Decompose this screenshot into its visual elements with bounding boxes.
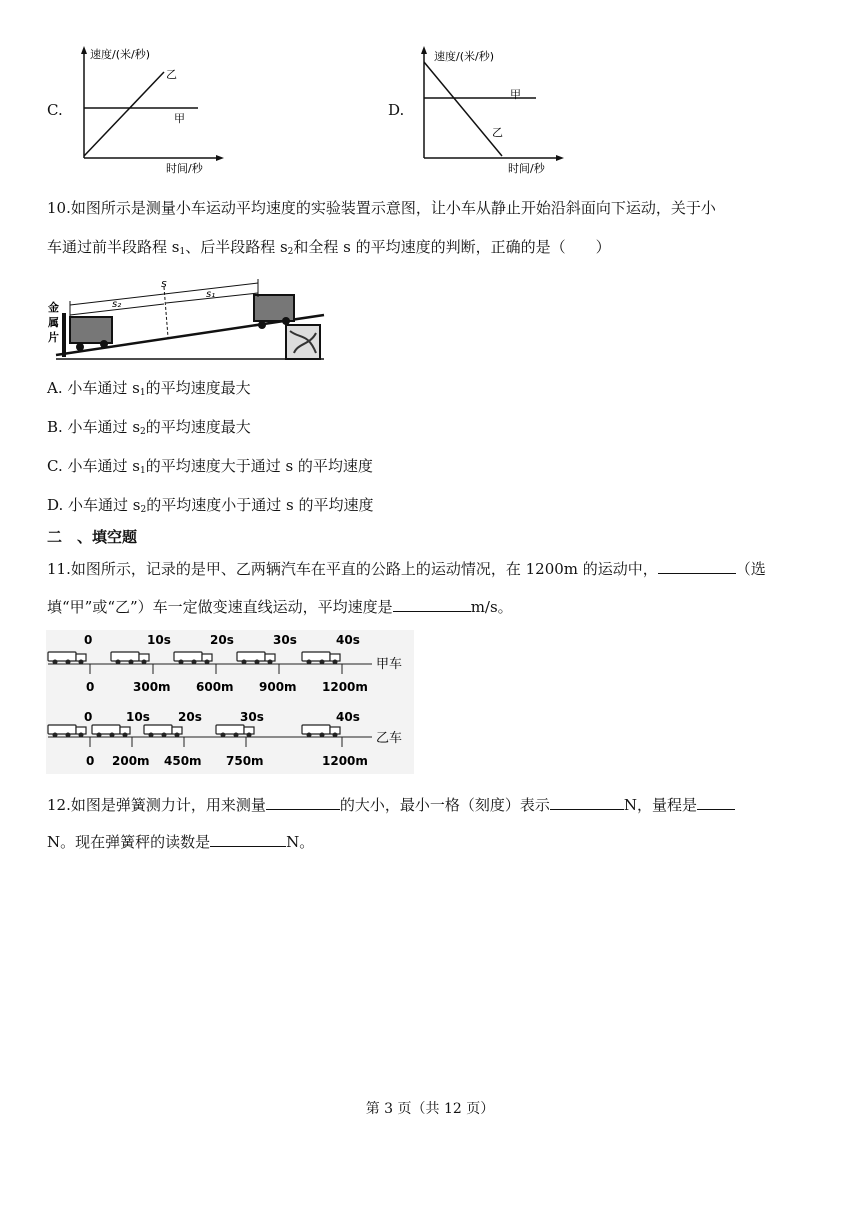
q11-cars-figure [46, 630, 414, 774]
car_jia-car-0 [48, 652, 76, 661]
q12-text-line1: 12.如图是弹簧测力计，用来测量 的大小，最小一格（刻度）表示 N，量程是 [47, 794, 735, 815]
car_yi-time-1: 10s [126, 710, 150, 724]
car_jia-car-2 [174, 652, 202, 661]
car_jia-distance-3: 900m [259, 680, 297, 694]
q11-text-line1: 11.如图所示，记录的是甲、乙两辆汽车在平直的公路上的运动情况，在 1200m 的运动中， （选 [47, 560, 766, 578]
car_jia-car-2-wheel-3 [205, 660, 210, 665]
metal-label-3: 片 [48, 331, 59, 344]
car_yi-time-2: 20s [178, 710, 202, 724]
d-x-arrow [556, 155, 564, 161]
car_jia-car-1-wheel-3 [142, 660, 147, 665]
metal-label-2: 属 [48, 316, 59, 329]
car_yi-car-1-wheel-1 [97, 733, 102, 738]
option-c-letter: C. [47, 101, 63, 119]
q10-option-b: B. 小车通过 $s_2$的平均速度最大 [47, 418, 251, 437]
car_yi-car-0-wheel-1 [53, 733, 58, 738]
car_jia-car-0-wheel-2 [66, 660, 71, 665]
option-c-graph [68, 40, 248, 175]
cart-bottom [70, 317, 112, 343]
car_jia-car-3-wheel-1 [242, 660, 247, 665]
car_yi-time-0: 0 [84, 710, 93, 724]
page-footer: 第 3 页（共 12 页） [365, 1101, 495, 1117]
car_yi-car-3-wheel-3 [247, 733, 252, 738]
car_yi-car-4-wheel-1 [307, 733, 312, 738]
car_jia-time-0: 0 [84, 633, 93, 647]
q11-blank-2[interactable] [393, 597, 471, 612]
section-heading-fill-blank: 二 、填空题 [47, 528, 138, 546]
car_yi-car-3 [216, 725, 244, 734]
label-s2: s₂ [112, 299, 122, 310]
car_jia-car-0-wheel-1 [53, 660, 58, 665]
option-d-graph [408, 40, 588, 175]
midpoint-dash [164, 287, 168, 337]
car_jia-time-4: 40s [336, 633, 360, 647]
q10-text-line2: 车通过前半段路程 $s_1$、后半段路程 $s_2$和全程 s 的平均速度的判断，正确的是（ ） [47, 238, 611, 257]
car_jia-car-3 [237, 652, 265, 661]
c-x-label: 时间/秒 [166, 162, 203, 175]
car_jia-car-2-wheel-1 [179, 660, 184, 665]
q12-blank-3[interactable] [697, 795, 735, 810]
q11-blank-1[interactable] [658, 559, 736, 574]
label-s: s [161, 277, 167, 290]
support-block [286, 325, 320, 359]
car_jia-distance-4: 1200m [322, 680, 368, 694]
car_jia-car-0-wheel-3 [79, 660, 84, 665]
car_jia-distance-2: 600m [196, 680, 234, 694]
car_yi-time-3: 30s [240, 710, 264, 724]
c-y-label: 速度/(米/秒) [90, 48, 150, 61]
c-x-arrow [216, 155, 224, 161]
car_jia-car-3-wheel-3 [268, 660, 273, 665]
car_jia-car-4 [302, 652, 330, 661]
car_jia-time-1: 10s [147, 633, 171, 647]
car_jia-car-3-wheel-2 [255, 660, 260, 665]
car_jia-car-4-wheel-3 [333, 660, 338, 665]
q10-text-line1: 10.如图所示是测量小车运动平均速度的实验装置示意图，让小车从静止开始沿斜面向下运动，关于小 [47, 199, 716, 217]
q10-option-c: C. 小车通过 $s_1$的平均速度大于通过 s 的平均速度 [47, 457, 373, 476]
q10-option-a: A. 小车通过 $s_1$的平均速度最大 [47, 379, 251, 398]
c-line-yi [84, 72, 164, 156]
car_yi-distance-2: 450m [164, 754, 202, 768]
option-d-letter: D. [388, 101, 405, 119]
car_yi-car-0-wheel-3 [79, 733, 84, 738]
car_yi-car-3-wheel-1 [221, 733, 226, 738]
car_yi-car-2-wheel-2 [162, 733, 167, 738]
d-line-yi [424, 62, 502, 156]
car_jia-car-1-wheel-1 [116, 660, 121, 665]
cart-top [254, 295, 294, 321]
d-y-label: 速度/(米/秒) [434, 50, 494, 63]
car_yi-car-2-wheel-3 [175, 733, 180, 738]
car_yi-car-4 [302, 725, 330, 734]
car_yi-distance-4: 1200m [322, 754, 368, 768]
label-car-jia: 甲车 [376, 657, 403, 672]
car_yi-car-4-wheel-2 [320, 733, 325, 738]
car_yi-car-0 [48, 725, 76, 734]
d-label-jia: 甲 [510, 88, 521, 101]
car_jia-time-2: 20s [210, 633, 234, 647]
q12-text-line2: N。现在弹簧秤的读数是 N。 [47, 833, 315, 851]
metal-plate [62, 313, 66, 357]
car_jia-car-2-wheel-2 [192, 660, 197, 665]
car_jia-distance-0: 0 [86, 680, 95, 694]
car_jia-car-4-wheel-1 [307, 660, 312, 665]
car_yi-car-1 [92, 725, 120, 734]
car_jia-car-1-wheel-2 [129, 660, 134, 665]
metal-label-1: 金 [48, 301, 59, 314]
car_yi-car-1-wheel-3 [123, 733, 128, 738]
label-s1: s₁ [206, 289, 216, 300]
car_yi-car-4-wheel-3 [333, 733, 338, 738]
car_jia-car-1 [111, 652, 139, 661]
d-label-yi: 乙 [492, 126, 503, 139]
car_yi-car-0-wheel-2 [66, 733, 71, 738]
q11-text-line2: 填“甲”或“乙”）车一定做变速直线运动，平均速度是 m/s。 [47, 598, 513, 616]
c-label-yi: 乙 [166, 68, 177, 81]
q12-blank-1[interactable] [266, 795, 340, 810]
car_yi-car-3-wheel-2 [234, 733, 239, 738]
car_yi-distance-0: 0 [86, 754, 95, 768]
c-label-jia: 甲 [174, 112, 185, 125]
car_jia-time-3: 30s [273, 633, 297, 647]
car_yi-car-2-wheel-1 [149, 733, 154, 738]
car_jia-car-4-wheel-2 [320, 660, 325, 665]
car_yi-car-1-wheel-2 [110, 733, 115, 738]
q12-blank-4[interactable] [210, 832, 286, 847]
car_yi-car-2 [144, 725, 172, 734]
d-x-label: 时间/秒 [508, 162, 545, 175]
car_yi-time-4: 40s [336, 710, 360, 724]
c-y-arrow [81, 46, 87, 54]
car_yi-distance-1: 200m [112, 754, 150, 768]
car_yi-distance-3: 750m [226, 754, 264, 768]
q10-option-d: D. 小车通过 $s_2$的平均速度小于通过 s 的平均速度 [47, 496, 374, 515]
label-car-yi: 乙车 [376, 731, 403, 746]
q12-blank-2[interactable] [550, 795, 624, 810]
d-y-arrow [421, 46, 427, 54]
q10-incline-figure [48, 273, 328, 365]
car_jia-distance-1: 300m [133, 680, 171, 694]
